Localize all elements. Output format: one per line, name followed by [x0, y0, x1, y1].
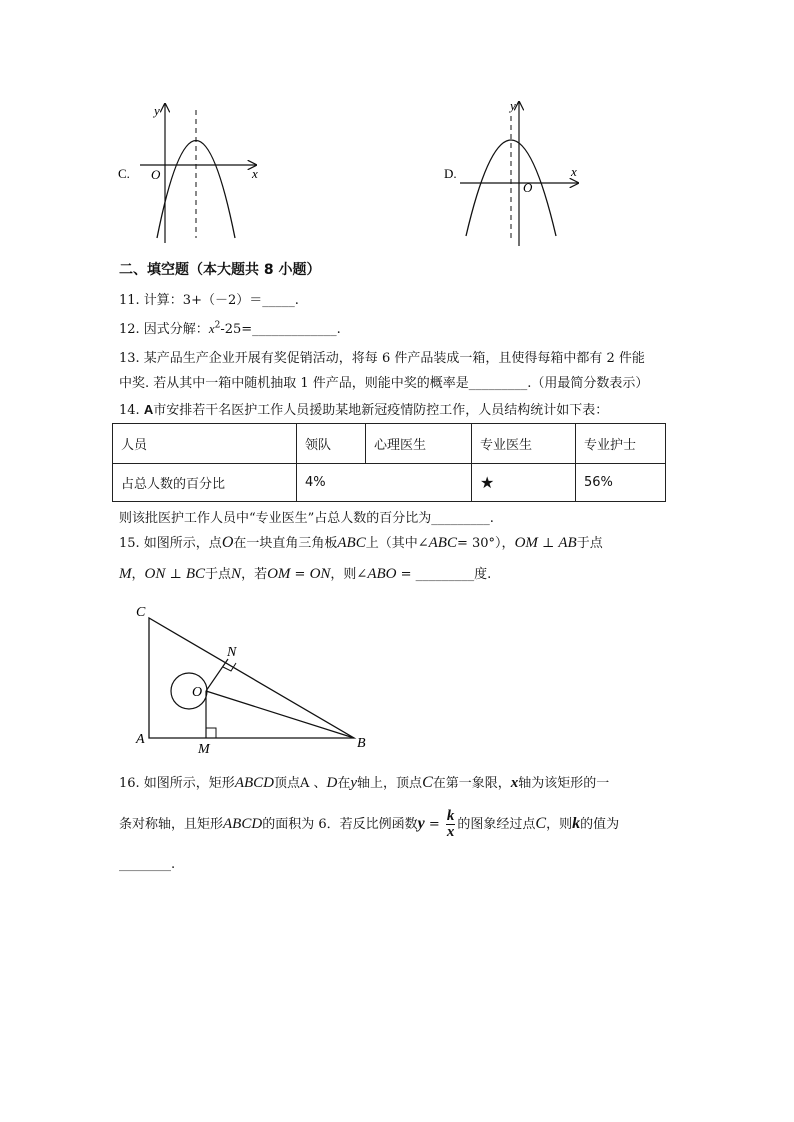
t: k — [572, 815, 581, 832]
table-cell: 心理医生 — [366, 424, 472, 464]
right-angle-m — [206, 728, 216, 738]
t: 在 — [337, 776, 351, 791]
fraction-numerator: k — [446, 808, 455, 824]
t: OM — [514, 535, 538, 551]
t: C — [422, 774, 433, 791]
table-row — [113, 464, 666, 502]
t: OM — [267, 566, 291, 582]
t: 的面积为 6．若反比例函数 — [262, 817, 418, 832]
t: ABO — [367, 566, 397, 582]
x-axis-label: x — [571, 164, 577, 179]
fraction-k-over-x — [446, 809, 456, 840]
t: ，若 — [241, 567, 268, 582]
t: D — [326, 775, 338, 791]
personnel-table — [112, 423, 666, 502]
x-axis-label: x — [252, 166, 258, 181]
t: 轴上，顶点 — [357, 776, 423, 791]
t: AB — [558, 535, 577, 551]
t: y — [350, 775, 358, 791]
table-cell: 专业护士 — [576, 424, 666, 464]
segment-on — [206, 659, 228, 691]
t: 16. 如图所示，矩形 — [119, 776, 235, 791]
table-header-row — [113, 424, 666, 464]
t: ，则 — [546, 817, 573, 832]
t: 于点 — [205, 567, 232, 582]
label-n: N — [227, 645, 237, 660]
table-cell — [366, 464, 472, 502]
t: x — [510, 775, 519, 791]
t: 于点 — [576, 536, 603, 551]
t: 条对称轴，且矩形 — [119, 817, 224, 832]
t: ， — [131, 567, 145, 582]
question-15-line-2 — [119, 563, 491, 583]
section-title: 二、填空题（本大题共 8 小题） — [119, 262, 321, 278]
t: N — [231, 566, 242, 582]
t: 上（其中∠ — [365, 536, 429, 551]
q12-var: x — [208, 321, 215, 336]
t: = — [424, 817, 444, 832]
triangle-abc — [149, 618, 354, 738]
triangle-figure — [128, 600, 378, 760]
star-cell: ★ — [472, 464, 576, 502]
question-16-line-1 — [119, 772, 609, 792]
y-axis-label: y — [510, 98, 516, 113]
t: 15. 如图所示，点 — [119, 536, 222, 551]
t: ABC — [428, 535, 457, 551]
t: M — [119, 566, 132, 582]
label-a: A — [136, 732, 145, 747]
question-11: 11. 计算：3+（－2）＝_____. — [119, 293, 299, 308]
table-cell: 4% — [297, 464, 366, 502]
question-15-line-1 — [119, 532, 603, 552]
t: 在第一象限， — [432, 776, 511, 791]
option-label: C. — [118, 166, 130, 181]
t: ON — [144, 566, 166, 582]
question-14 — [119, 399, 608, 418]
origin-label: O — [151, 167, 161, 182]
label-o: O — [192, 685, 203, 700]
graph-option-c — [112, 98, 272, 248]
q12-prefix: 12. 因式分解： — [119, 322, 209, 337]
graph-option-d — [440, 96, 590, 250]
t: = _________度. — [396, 567, 492, 582]
origin-label: O — [523, 180, 533, 195]
t: C — [535, 815, 547, 832]
label-c: C — [136, 605, 146, 620]
label-m: M — [198, 742, 210, 757]
t: 在一块直角三角板 — [233, 536, 338, 551]
t: 的值为 — [580, 817, 620, 832]
question-16-blank: ________. — [119, 857, 176, 872]
t: ⊥ — [537, 536, 559, 551]
t: O — [221, 534, 234, 551]
t: BC — [185, 566, 206, 582]
q12-exp: 2 — [214, 320, 221, 331]
question-12 — [119, 318, 341, 337]
question-13-line-2: 中奖. 若从其中一箱中随机抽取 1 件产品，则能中奖的概率是_________.（用最简分数表示） — [119, 376, 649, 391]
table-cell: 占总人数的百分比 — [113, 464, 297, 502]
t: 轴为该矩形的一 — [518, 776, 610, 791]
table-cell: 人员 — [113, 424, 297, 464]
t: ABCD — [223, 816, 263, 832]
table-cell: 专业医生 — [472, 424, 576, 464]
t: ABCD — [234, 775, 274, 791]
t: ⊥ — [165, 567, 186, 582]
y-axis-label: y — [154, 103, 160, 118]
t: y — [417, 815, 425, 832]
t: = 30°）， — [456, 536, 515, 551]
question-16-line-2 — [119, 806, 619, 843]
t: = — [290, 567, 310, 582]
label-b: B — [357, 736, 366, 751]
option-label: D. — [444, 166, 457, 181]
t: ，则∠ — [330, 567, 368, 582]
table-cell: 56% — [576, 464, 666, 502]
table-cell: 领队 — [297, 424, 366, 464]
q14-text: 市安排若干名医护工作人员援助某地新冠疫情防控工作，人员结构统计如下表： — [153, 403, 609, 418]
q12-rest: -25=_____________. — [220, 322, 341, 337]
segment-ob — [206, 691, 354, 738]
fraction-denominator: x — [446, 824, 455, 840]
t: 的图象经过点 — [457, 817, 536, 832]
q14-letter: A — [143, 402, 154, 417]
t: 顶点A 、 — [273, 776, 327, 791]
question-14-answer: 则该批医护工作人员中“专业医生”占总人数的百分比为_________. — [119, 511, 494, 526]
t: ON — [309, 566, 331, 582]
t: ABC — [337, 535, 366, 551]
q14-num: 14. — [119, 403, 140, 418]
question-13-line-1: 13. 某产品生产企业开展有奖促销活动，将每 6 件产品装成一箱，且使得每箱中都有 2 件能 — [119, 351, 645, 366]
